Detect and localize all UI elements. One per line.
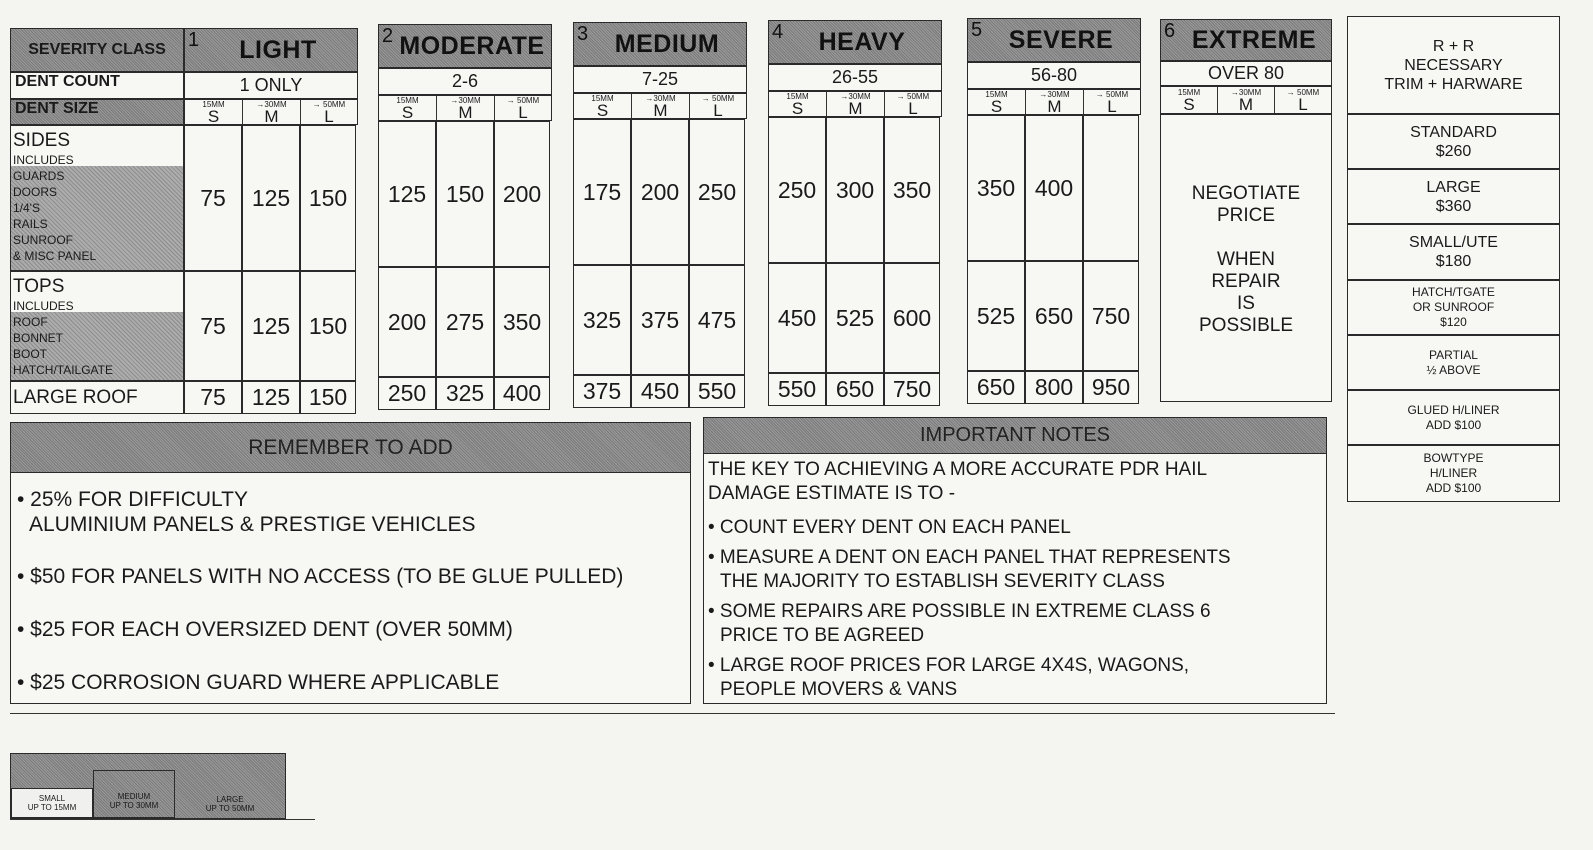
size-head-top: → 50MM xyxy=(312,99,346,109)
price-cell-sides: 200 xyxy=(631,119,689,265)
sides-item: DOORS xyxy=(13,185,58,199)
list-item: • COUNT EVERY DENT ON EACH PANEL xyxy=(708,517,1071,538)
size-head-top: 15MM xyxy=(202,99,225,109)
tops-item: ROOF xyxy=(13,315,48,329)
dent-count-extreme: OVER 80 xyxy=(1160,61,1332,86)
rr-header: R + R NECESSARY TRIM + HARWARE xyxy=(1347,16,1560,114)
class-header-extreme xyxy=(1160,19,1332,61)
class-number: 3 xyxy=(577,23,589,45)
dent-count-value: 1 ONLY xyxy=(239,75,303,95)
rr-item xyxy=(1347,224,1560,280)
size-head-l xyxy=(301,100,357,124)
legend-small-text: SMALL UP TO 15MM xyxy=(27,794,77,812)
dent-count xyxy=(378,68,552,95)
size-head-top: 15MM xyxy=(786,91,809,101)
price-cell-tops: 200 xyxy=(378,267,436,377)
size-head-letter: L xyxy=(713,100,723,120)
sides-item: SUNROOF xyxy=(13,233,73,247)
size-head-top: 15MM xyxy=(396,95,419,105)
price-cell-large-roof: 650 xyxy=(826,373,884,406)
class-header xyxy=(378,24,552,68)
size-head-letter: M xyxy=(1047,96,1062,116)
class-name: MEDIUM xyxy=(614,29,720,58)
dent-count-value: 56-80 xyxy=(1030,65,1078,85)
rr-item xyxy=(1347,390,1560,445)
legend-medium-text: MEDIUM UP TO 30MM xyxy=(109,792,159,810)
size-head-letter: L xyxy=(324,106,334,126)
price-cell-tops: 375 xyxy=(631,265,689,375)
size-head-letter: S xyxy=(990,96,1003,116)
price-cell-large-roof: 650 xyxy=(967,371,1025,404)
price-cell-sides: 350 xyxy=(884,117,940,263)
size-head xyxy=(378,95,552,121)
price-cell-large-roof: 550 xyxy=(768,373,826,406)
extreme-negotiate-box xyxy=(1160,114,1332,402)
tops-item: BONNET xyxy=(13,331,64,345)
rr-item xyxy=(1347,335,1560,390)
tops-label xyxy=(10,271,184,381)
price-cell-large-roof: 800 xyxy=(1025,371,1083,404)
sides-title: SIDES xyxy=(13,130,71,151)
sides-label xyxy=(10,125,184,271)
price-cell-tops: 75 xyxy=(184,271,242,381)
price-cell-large-roof: 150 xyxy=(300,381,356,414)
dent-size-label: DENT SIZE xyxy=(10,99,184,125)
class-number: 6 xyxy=(1164,20,1176,42)
tops-title: TOPS xyxy=(13,276,65,297)
size-head-letter: S xyxy=(207,106,220,126)
rr-item-line: BOWTYPE xyxy=(1423,451,1484,465)
price-cell-sides: 125 xyxy=(242,125,300,271)
price-cell-sides: 75 xyxy=(184,125,242,271)
size-head xyxy=(967,89,1141,115)
size-head-m xyxy=(1026,90,1084,114)
notes-intro: THE KEY TO ACHIEVING A MORE ACCURATE PDR HAIL xyxy=(708,459,1208,480)
dent-count xyxy=(967,62,1141,89)
list-item: • $50 FOR PANELS WITH NO ACCESS (TO BE GLUE PULLED) xyxy=(17,565,624,588)
notes-list xyxy=(708,458,1231,702)
price-cell-large-roof: 400 xyxy=(494,377,550,410)
price-cell-sides: 300 xyxy=(826,117,884,263)
size-head-l xyxy=(690,94,746,118)
notes-title: IMPORTANT NOTES xyxy=(919,424,1111,446)
list-item: • LARGE ROOF PRICES FOR LARGE 4X4S, WAGONS, xyxy=(708,655,1190,676)
class-header xyxy=(967,18,1141,62)
sides-item: RAILS xyxy=(13,217,48,231)
size-head-s xyxy=(379,96,437,120)
size-head-m xyxy=(632,94,690,118)
size-head-extreme xyxy=(1160,86,1332,114)
size-head-s xyxy=(574,94,632,118)
size-head-top: →30MM xyxy=(450,95,481,105)
price-cell-sides: 200 xyxy=(494,121,550,267)
rr-item xyxy=(1347,114,1560,169)
size-head-m xyxy=(243,100,301,124)
size-head-letter: M xyxy=(848,98,863,118)
size-head-l: → 50MM L xyxy=(1286,87,1320,114)
price-cell-sides: 350 xyxy=(967,115,1025,261)
dent-count-value: 26-55 xyxy=(831,67,879,87)
class-name: HEAVY xyxy=(818,27,906,56)
price-cell-sides xyxy=(1083,115,1139,261)
price-cell-tops: 600 xyxy=(884,263,940,373)
size-head-letter: S xyxy=(791,98,804,118)
price-cell-large-roof: 550 xyxy=(689,375,745,408)
size-head-s: 15MM S xyxy=(1161,87,1218,113)
sides-includes: INCLUDES xyxy=(13,153,74,167)
sides-text xyxy=(13,130,183,264)
severity-class-label: SEVERITY CLASS xyxy=(10,28,184,72)
price-cell-sides: 150 xyxy=(436,121,494,267)
price-cell-sides: 125 xyxy=(378,121,436,267)
size-head-top: → 50MM xyxy=(506,95,540,105)
sides-item: 1/4'S xyxy=(13,201,40,215)
rr-item-line: STANDARD xyxy=(1410,123,1497,141)
price-cell-sides: 250 xyxy=(768,117,826,263)
remember-box xyxy=(10,422,691,704)
rr-item xyxy=(1347,280,1560,335)
list-item: • $25 CORROSION GUARD WHERE APPLICABLE xyxy=(17,671,500,694)
price-cell-large-roof: 375 xyxy=(573,375,631,408)
class-number: 5 xyxy=(971,19,983,41)
size-head-top: → 50MM xyxy=(1095,89,1129,99)
rr-item-line: LARGE xyxy=(1426,178,1481,196)
divider xyxy=(10,713,1335,714)
size-head-top: → 50MM xyxy=(896,91,930,101)
size-head-top: →30MM xyxy=(840,91,871,101)
price-cell-large-roof: 250 xyxy=(378,377,436,410)
price-cell-sides: 150 xyxy=(300,125,356,271)
rr-item-line: ½ ABOVE xyxy=(1426,362,1481,377)
class-header xyxy=(573,22,747,66)
rr-item-line: ADD $100 xyxy=(1425,481,1482,495)
remember-title-bar xyxy=(11,423,690,473)
size-head xyxy=(184,99,358,125)
dent-count xyxy=(573,66,747,93)
list-item: • 25% FOR DIFFICULTY xyxy=(17,488,248,511)
list-item: THE MAJORITY TO ESTABLISH SEVERITY CLASS xyxy=(720,571,1165,592)
legend-small xyxy=(11,788,93,818)
size-head-letter: L xyxy=(908,98,918,118)
size-head-s xyxy=(769,92,827,116)
price-cell-sides: 175 xyxy=(573,119,631,265)
rr-item-line: $180 xyxy=(1435,253,1472,270)
size-head-m xyxy=(437,96,495,120)
class-number: 2 xyxy=(382,25,394,47)
dent-count-value: 2-6 xyxy=(451,71,478,91)
size-head-top: →30MM xyxy=(1039,89,1070,99)
price-cell-tops: 150 xyxy=(300,271,356,381)
dent-count xyxy=(768,64,942,91)
remember-title: REMEMBER TO ADD xyxy=(248,435,453,459)
class-header xyxy=(768,20,942,64)
remember-list xyxy=(17,487,623,695)
size-head-l xyxy=(1084,90,1140,114)
price-cell-tops: 275 xyxy=(436,267,494,377)
dent-count-value: 7-25 xyxy=(641,69,679,89)
dent-count-label: DENT COUNT xyxy=(10,72,184,99)
price-cell-sides: 250 xyxy=(689,119,745,265)
price-cell-large-roof: 125 xyxy=(242,381,300,414)
list-item: PEOPLE MOVERS & VANS xyxy=(720,679,958,700)
price-cell-large-roof: 450 xyxy=(631,375,689,408)
price-cell-large-roof: 950 xyxy=(1083,371,1139,404)
rr-item-line: ADD $100 xyxy=(1425,417,1482,432)
list-item: • $25 FOR EACH OVERSIZED DENT (OVER 50MM) xyxy=(17,618,513,641)
size-head-letter: L xyxy=(518,102,528,122)
size-head-l xyxy=(495,96,551,120)
notes-intro: DAMAGE ESTIMATE IS TO - xyxy=(708,483,956,504)
size-legend xyxy=(10,753,286,819)
size-head-m xyxy=(827,92,885,116)
large-roof-label: LARGE ROOF xyxy=(10,381,184,414)
class-number: 1 xyxy=(188,29,200,51)
rr-item-line: $260 xyxy=(1435,142,1472,160)
price-cell-tops: 325 xyxy=(573,265,631,375)
class-name: LIGHT xyxy=(239,35,317,64)
notes-title-bar xyxy=(704,418,1326,454)
price-cell-tops: 525 xyxy=(967,261,1025,371)
rr-item-line: $120 xyxy=(1440,315,1467,329)
legend-large: LARGE UP TO 50MM xyxy=(205,795,255,813)
price-cell-tops: 750 xyxy=(1083,261,1139,371)
price-cell-large-roof: 75 xyxy=(184,381,242,414)
rr-item xyxy=(1347,445,1560,502)
class-header xyxy=(184,28,358,72)
list-item: ALUMINIUM PANELS & PRESTIGE VEHICLES xyxy=(29,513,476,536)
list-item: PRICE TO BE AGREED xyxy=(720,625,925,646)
tops-item: HATCH/TAILGATE xyxy=(13,363,114,377)
size-head-s xyxy=(968,90,1026,114)
size-head-s xyxy=(185,100,243,124)
size-head-letter: M xyxy=(653,100,668,120)
size-head-top: 15MM xyxy=(985,89,1008,99)
extreme-note: NEGOTIATE PRICE WHEN REPAIR IS POSSIBLE xyxy=(1191,183,1301,336)
dent-count xyxy=(184,72,358,99)
notes-box xyxy=(703,417,1327,704)
list-item: • MEASURE A DENT ON EACH PANEL THAT REPRESENTS xyxy=(708,547,1231,568)
price-cell-tops: 125 xyxy=(242,271,300,381)
price-cell-tops: 450 xyxy=(768,263,826,373)
price-cell-large-roof: 325 xyxy=(436,377,494,410)
tops-text xyxy=(13,276,183,378)
size-head-top: →30MM xyxy=(256,99,287,109)
price-cell-tops: 650 xyxy=(1025,261,1083,371)
size-head-top: → 50MM xyxy=(701,93,735,103)
size-head-top: →30MM xyxy=(645,93,676,103)
tops-item: BOOT xyxy=(13,347,48,361)
size-head-letter: S xyxy=(596,100,609,120)
rr-item-line: OR SUNROOF xyxy=(1412,300,1495,314)
size-head-m: →30MM M xyxy=(1218,87,1275,113)
size-head xyxy=(768,91,942,117)
rr-item-line: H/LINER xyxy=(1429,466,1478,480)
size-head-top: 15MM xyxy=(591,93,614,103)
sides-item: GUARDS xyxy=(13,169,65,183)
class-name: MODERATE xyxy=(399,31,545,60)
legend-medium xyxy=(93,770,175,818)
size-head xyxy=(573,93,747,119)
rr-item-line: HATCH/TGATE xyxy=(1412,285,1495,299)
price-cell-tops: 525 xyxy=(826,263,884,373)
class-number: 4 xyxy=(772,21,784,43)
price-cell-tops: 475 xyxy=(689,265,745,375)
price-cell-sides: 400 xyxy=(1025,115,1083,261)
rr-item-line: $360 xyxy=(1435,197,1472,215)
class-name: EXTREME xyxy=(1191,25,1317,54)
size-head-l xyxy=(885,92,941,116)
list-item: • SOME REPAIRS ARE POSSIBLE IN EXTREME CLASS 6 xyxy=(708,601,1211,622)
legend-baseline xyxy=(10,819,315,820)
tops-includes: INCLUDES xyxy=(13,299,74,313)
rr-item-line: SMALL/UTE xyxy=(1409,234,1498,251)
size-head-letter: M xyxy=(458,102,473,122)
size-head-letter: L xyxy=(1107,96,1117,116)
rr-item-line: PARTIAL xyxy=(1429,347,1478,362)
rr-item-line: GLUED H/LINER xyxy=(1407,402,1500,417)
rr-item xyxy=(1347,169,1560,224)
class-name: SEVERE xyxy=(1008,25,1114,54)
price-cell-large-roof: 750 xyxy=(884,373,940,406)
sides-item: & MISC PANEL xyxy=(13,249,97,263)
size-head-letter: M xyxy=(264,106,279,126)
size-head-letter: S xyxy=(401,102,414,122)
price-cell-tops: 350 xyxy=(494,267,550,377)
